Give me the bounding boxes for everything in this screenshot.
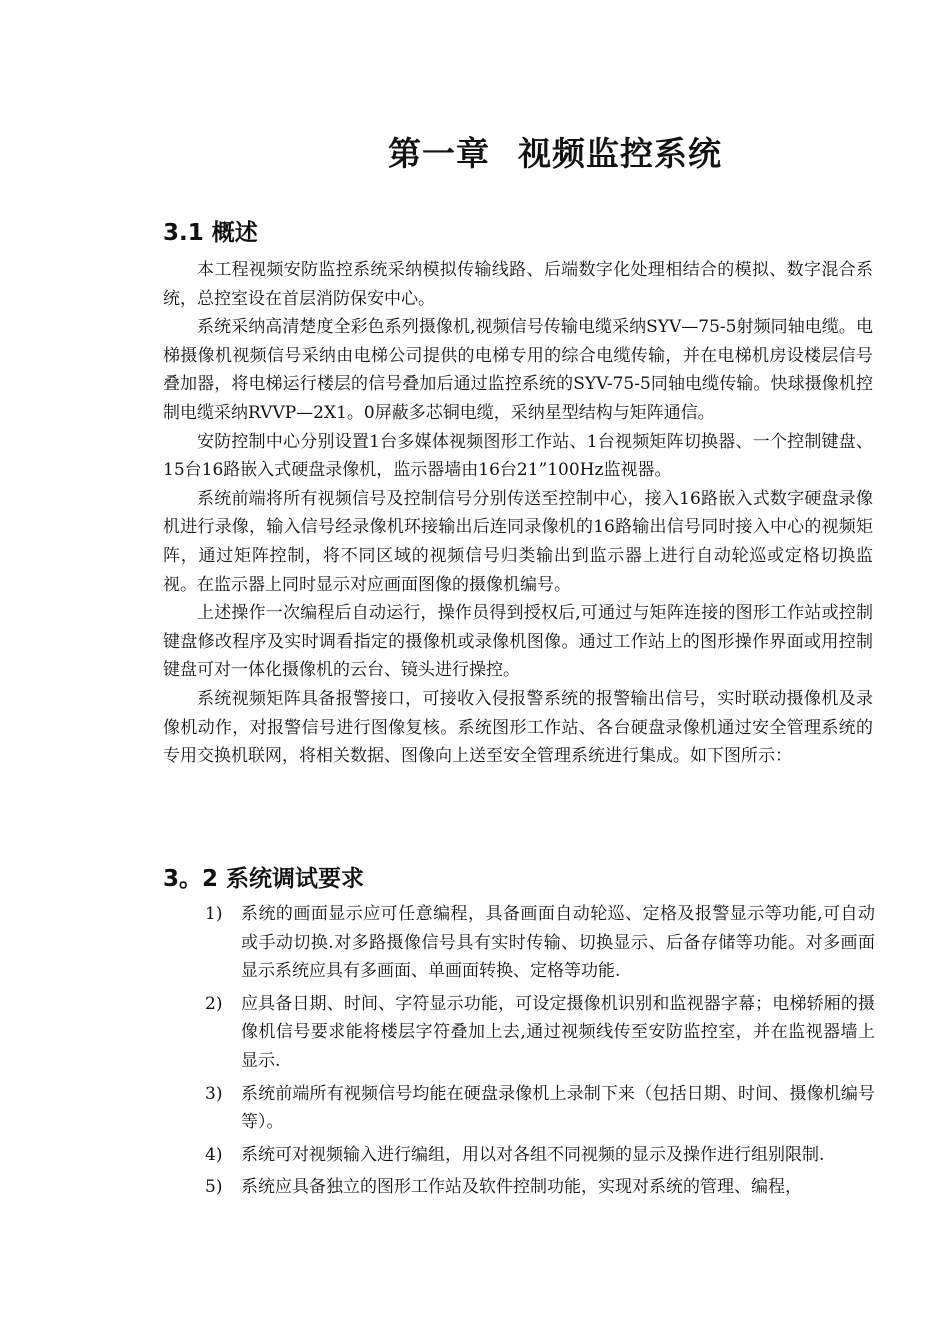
paragraph: 上述操作一次编程后自动运行，操作员得到授权后,可通过与矩阵连接的图形工作站或控制键盘修改程序及实时调看指定的摄像机或录像机图像。通过工作站上的图形操作界面或用控制键盘可对一体化摄像机的云台、镜头进行操控。: [163, 603, 873, 681]
list-item-number: 5): [205, 1177, 223, 1198]
chapter-number: 第一章: [388, 134, 490, 173]
list-item-text: 系统可对视频输入进行编组，用以对各组不同视频的显示及操作进行组别限制.: [241, 1144, 825, 1165]
paragraph: 安防控制中心分别设置1台多媒体视频图形工作站、1台视频矩阵切换器、一个控制键盘、15台16路嵌入式硬盘录像机，监示器墙由16台21”100Hz监视器。: [163, 431, 873, 481]
list-item: [205, 1080, 875, 1137]
list-item-number: 2): [205, 993, 223, 1014]
list-item-text: 系统前端所有视频信号均能在硬盘录像机上录制下来（包括日期、时间、摄像机编号等）。: [241, 1083, 875, 1133]
list-item-number: 1): [205, 904, 223, 924]
paragraph: 系统采纳高清楚度全彩色系列摄像机,视频信号传输电缆采纳SYV—75-5射频同轴电缆。电梯摄像机视频信号采纳由电梯公司提供的电梯专用的综合电缆传输，并在电梯机房设楼层信号叠加器，将电梯运行楼层的信号叠加后通过监控系统的SYV-75-5同轴电缆传输。快球摄像机控制电缆采纳RVVP—2X1。0屏蔽多芯铜电缆，采纳星型结构与矩阵通信。: [163, 317, 873, 423]
list-item-number: 3): [205, 1083, 223, 1104]
list-item: [205, 900, 875, 986]
chapter-title: [388, 128, 722, 175]
list-item-number: 4): [205, 1144, 223, 1165]
list-item: [205, 1141, 875, 1170]
list-item-text: 系统的画面显示应可任意编程，具备画面自动轮巡、定格及报警显示等功能,可自动或手动切换.对多路摄像信号具有实时传输、切换显示、后备存储等功能。对多画面显示系统应具有多画面、单画面转换、定格等功能.: [241, 904, 875, 982]
list-item-text: 应具备日期、时间、字符显示功能，可设定摄像机识别和监视器字幕；电梯轿厢的摄像机信号要求能将楼层字符叠加上去,通过视频线传至安防监控室，并在监视器墙上显示.: [241, 993, 875, 1071]
paragraph: 系统视频矩阵具备报警接口，可接收入侵报警系统的报警输出信号，实时联动摄像机及录像机动作，对报警信号进行图像复核。系统图形工作站、各台硬盘录像机通过安全管理系统的专用交换机联网，将相关数据、图像向上送至安全管理系统进行集成。如下图所示：: [163, 688, 873, 767]
paragraph: 本工程视频安防监控系统采纳模拟传输线路、后端数字化处理相结合的模拟、数字混合系统，总控室设在首层消防保安中心。: [163, 260, 873, 309]
section-heading-debug-requirements: 3。2 系统调试要求: [163, 866, 365, 892]
list-item: [205, 990, 875, 1076]
requirements-list: [205, 900, 875, 1206]
list-item: [205, 1173, 875, 1202]
list-item-text: 系统应具备独立的图形工作站及软件控制功能，实现对系统的管理、编程，: [241, 1177, 802, 1198]
chapter-name: 视频监控系统: [518, 134, 722, 173]
paragraph: 系统前端将所有视频信号及控制信号分别传送至控制中心，接入16路嵌入式数字硬盘录像机进行录像，输入信号经录像机环接输出后连同录像机的16路输出信号同时接入中心的视频矩阵，通过矩阵控制，将不同区域的视频信号归类输出到监示器上进行自动轮巡或定格切换监视。在监示器上同时显示对应画面图像的摄像机编号。: [163, 488, 873, 595]
overview-body: [163, 256, 873, 771]
section-heading-overview: 3.1 概述: [163, 220, 258, 246]
